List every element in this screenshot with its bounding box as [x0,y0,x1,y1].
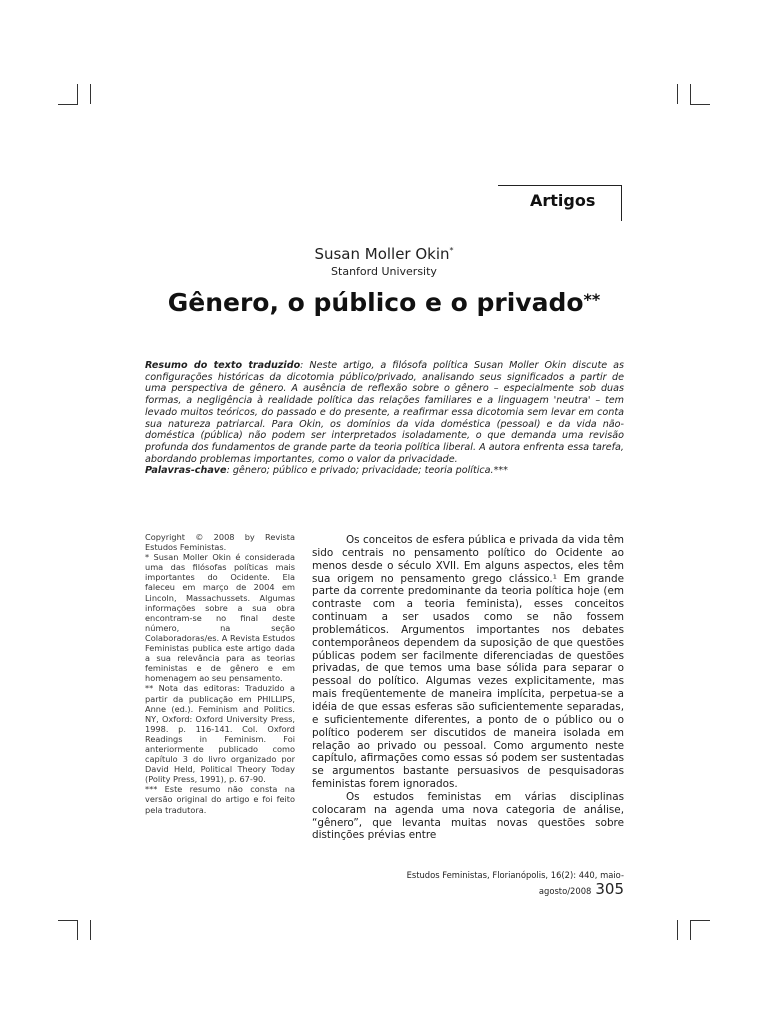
crop-mark [677,920,678,940]
crop-mark [690,84,691,104]
keywords-label: Palavras-chave [145,465,227,477]
crop-mark [58,104,78,105]
crop-mark [90,920,91,940]
page-number: 305 [595,880,624,898]
crop-mark [690,920,710,921]
crop-mark [690,920,691,940]
abstract [145,360,624,477]
abstract-text: : Neste artigo, a filósofa política Susan Moller Okin discute as configurações históricas da dicotomia público/privado, analisando seus significados a partir de uma perspectiva de gênero. A ausência de reflexão sobre o gênero – especialmente sob duas formas, a negligência à realidade política das relações familiares e a linguagem 'neutra' – tem levado muitos teóricos, do passado e do presente, a reafirmar essa dicotomia sem levar em conta sua natureza patriarcal. Para Okin, os domínios da vida doméstica (pessoal) e da vida não-doméstica (pública) não podem ser interpretados isoladamente, o que demanda uma revisão profunda dos fundamentos de grande parte da teoria política liberal. A autora enfrenta essa tarefa, abordando problemas importantes, como o valor da privacidade. [145,360,624,465]
crop-mark [90,84,91,104]
body-text [312,534,624,842]
crop-mark [58,920,78,921]
abstract-note: *** Este resumo não consta na versão original do artigo e foi feito pela tradutora. [145,784,295,815]
author-name [0,245,768,263]
section-label: Artigos [530,191,596,210]
body-paragraph: Os estudos feministas em várias disciplinas colocaram na agenda uma nova categoria de análise, “gênero”, que levanta muitas novas questões sobre distinções prévias entre [312,790,624,842]
article-title [0,288,768,317]
keywords [145,465,624,477]
editor-note: ** Nota das editoras: Traduzido a partir da publicação em PHILLIPS, Anne (ed.). Feminism and Politics. NY, Oxford: Oxford University Press, 1998. p. 116-141. Col. Oxford Readings in Feminism. Foi anteriormente publicado como capítulo 3 do livro organizado por David Held, Political Theory Today (Polity Press, 1991), p. 67-90. [145,683,295,785]
body-paragraph: Os conceitos de esfera pública e privada da vida têm sido centrais no pensamento político do Ocidente ao menos desde o século XVII. Em alguns aspectos, eles têm sua origem no pensamento grego clássico.¹ Em grande parte da corrente predominante da teoria política hoje (em contraste com a teoria feminista), esses conceitos continuam a ser usados como se não fossem problemáticos. Argumentos importantes nos debates contemporâneos dependem da suposição de que questões públicas podem ser facilmente diferenciadas de questões privadas, de que temos uma base sólida para separar o pessoal do político. Algumas vezes explicitamente, mas mais freqüentemente de maneira implícita, perpetua-se a idéia de que essas esferas são suficientemente separadas, e suficientemente diferentes, a ponto de o público ou o político poderem ser discutidos de maneira isolada em relação ao privado ou pessoal. Como argumento neste capítulo, afirmações como essas só podem ser sustentadas se argumentos bastante persuasivos de pesquisadoras feministas forem ignorados. [312,534,624,791]
crop-mark [77,920,78,940]
title-footnote-mark: ** [583,290,601,309]
page-footer [330,870,624,898]
author-affiliation: Stanford University [331,265,437,278]
footer-citation: Estudos Feministas, Florianópolis, 16(2): 440, maio-agosto/2008 [406,870,624,896]
abstract-label: Resumo do texto traduzido [145,360,301,371]
sidebar-notes [145,532,295,815]
crop-mark [77,84,78,104]
author-footnote-mark: * [449,246,454,255]
article-title-text: Gênero, o público e o privado [167,288,584,317]
author-name-text: Susan Moller Okin [314,245,450,263]
copyright-note: Copyright © 2008 by Revista Estudos Feministas. [145,532,295,553]
author-note: * Susan Moller Okin é considerada uma das filósofas políticas mais importantes do Ocidente. Ela faleceu em março de 2004 em Lincoln, Massachussets. Algumas informações sobre a sua obra encontram-se no final deste número, na seção Colaboradoras/es. A Revista Estudos Feministas publica este artigo dada a sua relevância para as teorias feministas e de gênero e em homenagem ao seu pensamento. [145,552,295,684]
crop-mark [677,84,678,104]
crop-mark [690,104,710,105]
keywords-text: : gênero; público e privado; privacidade; teoria política.*** [226,465,508,477]
